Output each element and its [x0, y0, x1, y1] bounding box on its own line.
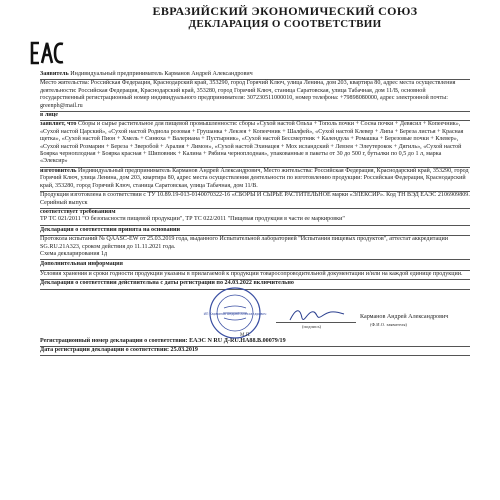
declares-label: заявляет, что — [40, 121, 77, 128]
manufacturer-row — [40, 168, 470, 192]
registration-date-label: Дата регистрации декларации о соответствии: — [40, 346, 169, 353]
eac-logo — [30, 40, 64, 66]
product-code: Продукция изготовлена в соответствии с ТУ 10.89.19-013-0140070322-16 «СБОРЫ И СЫРЬЕ РАСТИТЕЛЬНОЕ марки «ЭЛЕКСИР». Код ТН ВЭД ЕАЭС 2106909809. Серийный выпуск — [40, 192, 470, 209]
mp-label: М.П. — [240, 332, 251, 338]
requirements-row — [40, 209, 470, 226]
declaration-body — [40, 71, 470, 356]
stamp-text: ИП Карманов Андрей Александрович — [203, 311, 267, 316]
requirements-label: соответствует требованиям — [40, 208, 116, 215]
basis-section — [40, 236, 470, 260]
manufacturer-text: Индивидуальный предприниматель Карманов Андрей Александрович, Место жительства: Российская Федерация, Краснодарский край, 353290, город Горячий Ключ, улица Ленина, дом 203, квартира 80, адрес места осуществления деятельности по изготовлению продукции: Российская Федерация, Краснодарский край, 353280, город Горячий Ключ, станица Саратовская, улица Табачная, дом 11/В. — [40, 167, 469, 189]
additional-text: Условия хранения и сроки годности продукции указаны в прилагаемой к продукции товаросопроводительной документации и/или на каждой единице продукции. — [40, 271, 470, 280]
document-header — [0, 4, 500, 31]
applicant-label: Заявитель — [40, 71, 69, 77]
applicant-value: Индивидуальный предприниматель Карманов Андрей Александрович — [70, 71, 253, 77]
basis-title: Декларация о соответствии принята на основании — [40, 226, 470, 236]
header-union-title: ЕВРАЗИЙСКИЙ ЭКОНОМИЧЕСКИЙ СОЮЗ — [152, 4, 418, 18]
signature-caption: (подпись) — [302, 323, 322, 329]
requirements-text: ТР ТС 021/2011 "О безопасности пищевой продукции", ТР ТС 022/2011 "Пищевая продукция в части ее маркировки" — [40, 216, 345, 223]
validity-date: 24.03.2022 включительно — [224, 280, 294, 287]
header-declaration-title: ДЕКЛАРАЦИЯ О СООТВЕТСТВИИ — [188, 18, 382, 30]
registration-number-value: ЕАЭС N RU Д-RU.HA88.B.00079/19 — [189, 337, 286, 344]
person-prefix: в лице — [40, 112, 58, 119]
signer-name: Карманов Андрей Александрович — [360, 313, 449, 320]
basis-text: Протокола испытаний № QAASC-EW от 25.03.2019 года, выданного Испытательной лабораторией "Испытания пищевых продуктов", аттестат аккредитации SG.RU.21A323, сроком действия до 11.11.2021 года. — [40, 236, 449, 250]
declares-row — [40, 121, 470, 167]
registration-date-row — [40, 347, 470, 356]
manufacturer-label: изготовитель — [40, 167, 77, 174]
additional-title: Дополнительная информация — [40, 260, 470, 270]
signature-area — [40, 292, 470, 338]
stamp-seal — [203, 286, 267, 340]
registration-date-value: 25.03.2019 — [170, 346, 198, 353]
declares-text: Сборы и сырье растительное для пищевой промышленности: сборы «Сухой настой Ольха + Тополь почки + Сосна почки + Девясил + Копеечник», «Сухой настой Царский», «Сухой настой Родиола розовая + Грушанка + Лекзея + Копеечник + Шалфей», «Сухой настой Клевер + Липа + Береза листья + Красная щетка», «Сухой настой Пион + Хмель + Синюха + Валериана + Пустырник», «Сухой настой Бессмертник + Календула + Ромашка + Березовые почки + Клевер», «Сухой настой Розмарин + Береза + Зверобой + Аралия + Лимон», «Сухой настой Эхинацея + Мох исландский + Левзея + Элеутерокок + Дягиль», «Сухой настой Боярка черноплодная + Боярка красная + Шиповник + Калина + Рябина черноплодная», упакованные в пакеты от 30 до 500 г, бутылки по 0,5 до 1 л, марка «Элексир» — [40, 121, 464, 165]
registration-number-label: Регистрационный номер декларации о соответствии: — [40, 337, 188, 344]
validity-prefix: Декларация о соответствии действительна с даты регистрации по — [40, 280, 223, 287]
basis-scheme: Схема декларирования 1д — [40, 250, 108, 257]
signer-caption: (Ф.И.О. заявителя) — [370, 321, 407, 327]
applicant-address: Место жительства: Российская Федерация, Краснодарский край, 353290, город Горячий Ключ, улица Ленина, дом 203, квартира 80, адрес места осуществления деятельности: Российская Федерация, Краснодарский край, 353280, город Горячий Ключ, станица Саратовская, улица Табачная, дом 11/В, основной государственный регистрационный номер индивидуального предпринимателя: 307230511000010, номер телефона: +79898080000, адрес электронной почты: greenph@mail.ru — [40, 80, 470, 112]
applicant-row — [40, 71, 470, 80]
